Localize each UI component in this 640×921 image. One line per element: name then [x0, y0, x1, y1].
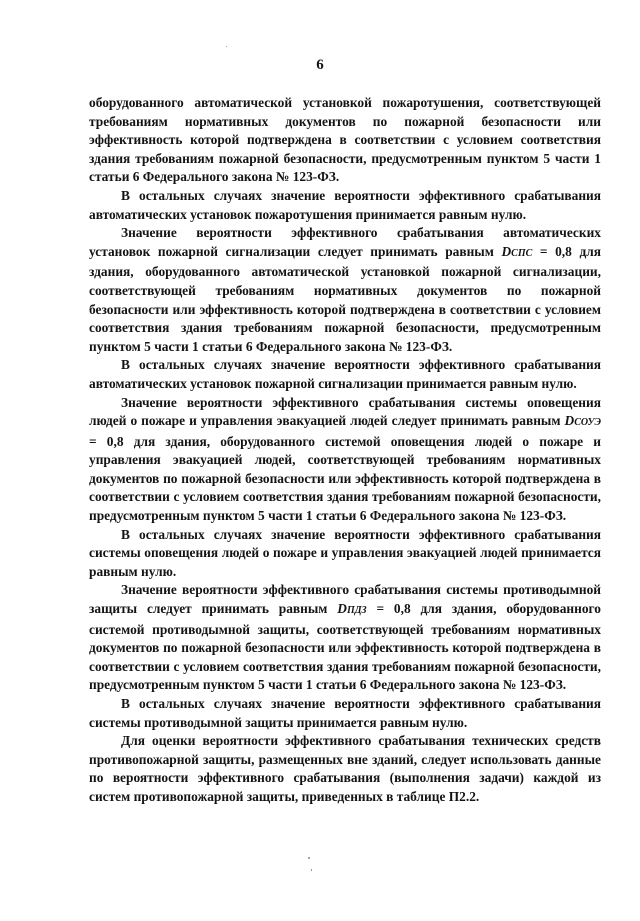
paragraph-7	[89, 581, 601, 695]
scan-speck	[311, 869, 312, 871]
paragraph-3-text-before: Значение вероятности эффективного срабатывания автоматических установок пожарной сигнализации следует принимать равным	[89, 225, 601, 259]
paragraph-7-text-after: = 0,8 для здания, оборудованного системой противодымной защиты, соответствующей требованиям нормативных документов по пожарной безопасности или эффективность которой подтверждена в соответствии с условием соответствия здания требованиям пожарной безопасности, предусмотренным пунктом 5 части 1 статьи 6 Федерального закона № 123-ФЗ.	[89, 601, 601, 693]
paragraph-4: В остальных случаях значение вероятности эффективного срабатывания автоматических установок пожарной сигнализации принимается равным нулю.	[89, 357, 601, 391]
paragraph-8: В остальных случаях значение вероятности эффективного срабатывания системы противодымной защиты принимается равным нулю.	[89, 696, 601, 730]
paragraph-3	[89, 224, 601, 356]
paragraph-3-text-after: = 0,8 для здания, оборудованного автоматической установкой пожарной сигнализации, соответствующей требованиям нормативных документов по пожарной безопасности или эффективность которой подтверждена в соответствии с условием соответствия здания требованиям пожарной безопасности, предусмотренным пунктом 5 части 1 статьи 6 Федерального закона № 123-ФЗ.	[89, 243, 601, 354]
formula-subscript-sps: СПС	[511, 247, 533, 259]
paragraph-5	[89, 394, 601, 526]
formula-subscript-soue: СОУЭ	[574, 417, 601, 429]
paragraph-5-text-before: Значение вероятности эффективного срабатывания системы оповещения людей о пожаре и управления эвакуацией людей следует принимать равным	[89, 394, 601, 429]
paragraph-7-text-before: Значение вероятности эффективного срабатывания системы противодымной защиты следует принимать равным	[89, 582, 601, 617]
paragraph-9: Для оценки вероятности эффективного срабатывания технических средств противопожарной защиты, размещенных вне зданий, следует использовать данные по вероятности эффективного срабатывания (выполнения задачи) каждой из систем противопожарной защиты, приведенных в таблице П2.2.	[89, 733, 601, 804]
formula-symbol-d-sps: D	[501, 243, 512, 259]
paragraph-5-text-after: = 0,8 для здания, оборудованного системой оповещения людей о пожаре и управления эвакуацией людей, соответствующей требованиям нормативных документов по пожарной безопасности или эффективность которой подтверждена в соответствии с условием соответствия здания требованиям пожарной безопасности, предусмотренным пунктом 5 части 1 статьи 6 Федерального закона № 123-ФЗ.	[89, 433, 601, 524]
paragraph-6: В остальных случаях значение вероятности эффективного срабатывания системы оповещения людей о пожаре и управления эвакуацией людей принимается равным нулю.	[89, 526, 601, 579]
scan-speck	[308, 857, 310, 859]
formula-symbol-d-soue: D	[564, 413, 575, 429]
paragraph-2: В остальных случаях значение вероятности эффективного срабатывания автоматических установок пожаротушения принимается равным нулю.	[89, 187, 601, 222]
document-body	[89, 94, 601, 807]
formula-subscript-pdz: ПДЗ	[346, 605, 367, 617]
page-number: 6	[316, 57, 324, 73]
scan-speck	[226, 46, 227, 47]
paragraph-1: оборудованного автоматической установкой пожаротушения, соответствующей требованиям нормативных документов по пожарной безопасности или эффективность которой подтверждена в соответствии с условием соответствия здания требованиям пожарной безопасности, предусмотренным пунктом 5 части 1 статьи 6 Федерального закона № 123-ФЗ.	[89, 95, 601, 185]
formula-symbol-d-pdz: D	[337, 601, 347, 617]
